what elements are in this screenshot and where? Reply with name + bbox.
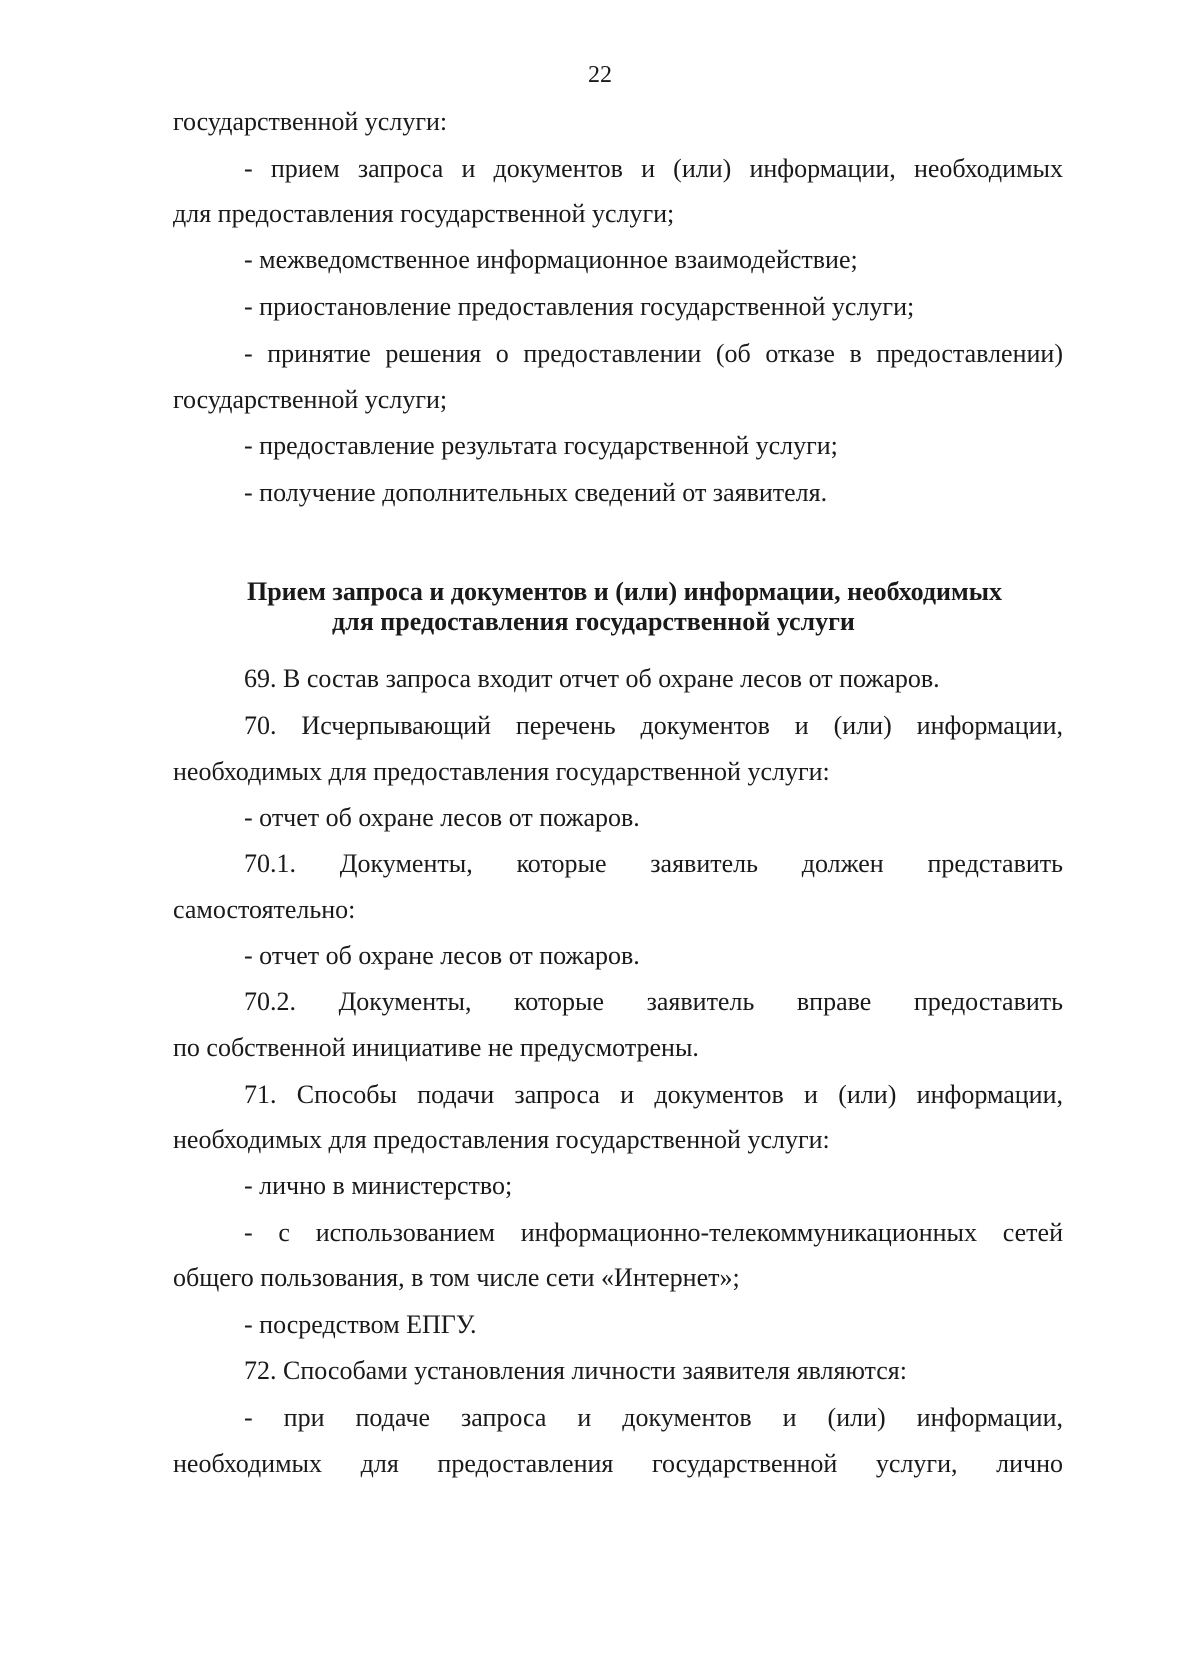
text-line: необходимых для предоставления государственной услуги: bbox=[173, 1125, 830, 1154]
text-line: для предоставления государственной услуги; bbox=[173, 199, 675, 228]
text-line: - принятие решения о предоставлении (об отказе в предоставлении) bbox=[244, 339, 1063, 368]
text-line: - получение дополнительных сведений от заявителя. bbox=[244, 478, 828, 507]
text-line: 70. Исчерпывающий перечень документов и (или) информации, bbox=[244, 711, 1063, 740]
text-line: - межведомственное информационное взаимодействие; bbox=[244, 245, 858, 274]
text-line: - отчет об охране лесов от пожаров. bbox=[244, 803, 640, 832]
text-line: 69. В состав запроса входит отчет об охране лесов от пожаров. bbox=[244, 664, 940, 693]
text-line: государственной услуги: bbox=[173, 107, 448, 136]
text-line: - прием запроса и документов и (или) информации, необходимых bbox=[244, 154, 1063, 183]
text-line: - предоставление результата государственной услуги; bbox=[244, 431, 838, 460]
text-line: общего пользования, в том числе сети «Интернет»; bbox=[173, 1263, 740, 1292]
section-heading: для предоставления государственной услуги bbox=[332, 607, 855, 636]
text-line: - при подаче запроса и документов и (или) информации, bbox=[244, 1403, 1063, 1432]
text-line: - отчет об охране лесов от пожаров. bbox=[244, 941, 640, 970]
text-line: - лично в министерство; bbox=[244, 1171, 513, 1200]
text-line: самостоятельно: bbox=[173, 895, 356, 924]
text-line: государственной услуги; bbox=[173, 385, 448, 414]
page-number: 22 bbox=[588, 62, 612, 88]
text-line: 70.2. Документы, которые заявитель вправе предоставить bbox=[244, 987, 1063, 1016]
text-line: 71. Способы подачи запроса и документов и (или) информации, bbox=[244, 1080, 1063, 1109]
text-line: - приостановление предоставления государственной услуги; bbox=[244, 292, 915, 321]
section-heading: Прием запроса и документов и (или) информации, необходимых bbox=[247, 577, 1003, 606]
text-line: необходимых для предоставления государственной услуги, лично bbox=[173, 1449, 1063, 1478]
text-line: 72. Способами установления личности заявителя являются: bbox=[244, 1356, 907, 1385]
text-line: по собственной инициативе не предусмотрены. bbox=[173, 1033, 699, 1062]
text-line: - посредством ЕПГУ. bbox=[244, 1310, 477, 1339]
text-line: - с использованием информационно-телекоммуникационных сетей bbox=[244, 1218, 1063, 1247]
text-line: 70.1. Документы, которые заявитель должен представить bbox=[244, 849, 1063, 878]
text-line: необходимых для предоставления государственной услуги: bbox=[173, 757, 830, 786]
